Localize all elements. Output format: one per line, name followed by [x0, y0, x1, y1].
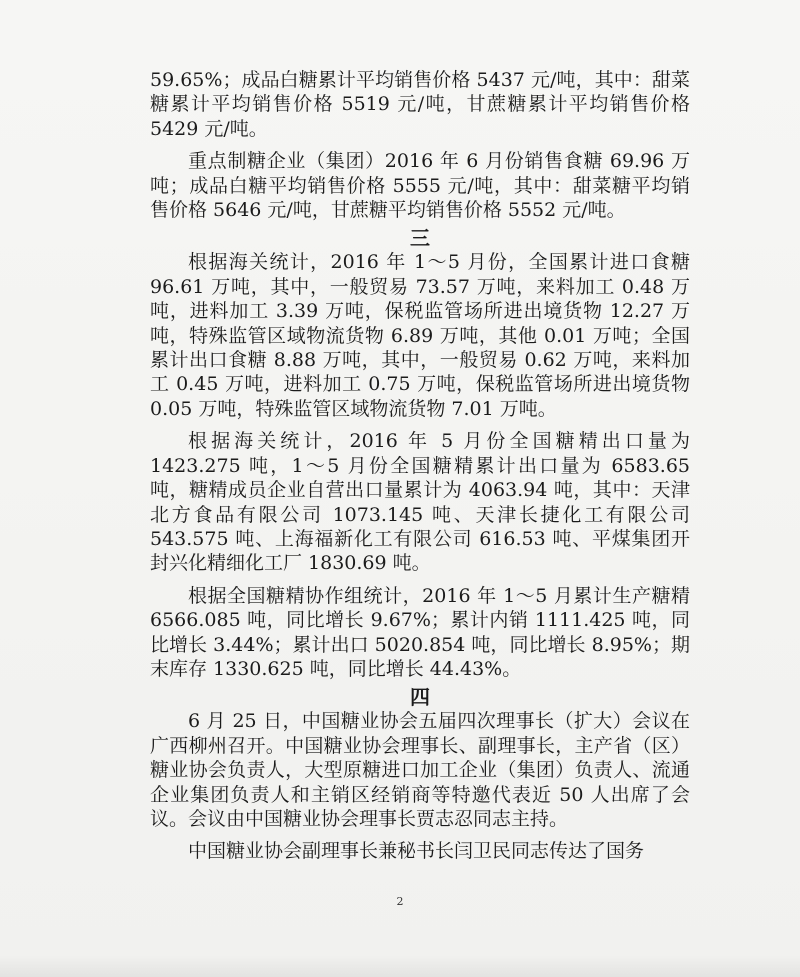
page-number: 2 [396, 895, 404, 908]
paragraph-board-meeting: 6 月 25 日，中国糖业协会五届四次理事长（扩大）会议在广西柳州召开。中国糖业协会理事长、副理事长，主产省（区）糖业协会负责人，大型原糖进口加工企业（集团）负责人、流通企业集团负责人和主销区经销商等特邀代表近 50 人出席了会议。会议由中国糖业协会理事长贾志忍同志主持。 [150, 710, 690, 830]
paragraph-continued-sales-prices: 59.65%；成品白糖累计平均销售价格 5437 元/吨，其中：甜菜糖累计平均销售价格 5519 元/吨，甘蔗糖累计平均销售价格 5429 元/吨。 [150, 69, 690, 140]
paragraph-saccharin-production-stats: 根据全国糖精协作组统计，2016 年 1～5 月累计生产糖精 6566.085 吨，同比增长 9.67%；累计内销 1111.425 吨，同比增长 3.44%；累计出口 5020.854 吨，同比增长 8.95%；期末库存 1330.625 吨，同比增长 44.43%。 [150, 584, 690, 680]
paragraph-secretary-general-remarks: 中国糖业协会副理事长兼秘书长闫卫民同志传达了国务 [188, 840, 645, 863]
section-heading-four: 四 [410, 685, 430, 710]
scan-shadow-edge [0, 955, 800, 977]
document-body [150, 68, 690, 864]
paragraph-key-enterprises-june-sales: 重点制糖企业（集团）2016 年 6 月份销售食糖 69.96 万吨；成品白糖平均销售价格 5555 元/吨，其中：甜菜糖平均销售价格 5646 元/吨，甘蔗糖平均销售价格 5552 元/吨。 [150, 150, 690, 222]
paragraph-customs-sugar-import-export: 根据海关统计，2016 年 1～5 月份，全国累计进口食糖 96.61 万吨，其中，一般贸易 73.57 万吨，来料加工 0.48 万吨，进料加工 3.39 万吨，保税监管场所进出境货物 12.27 万吨，特殊监管区域物流货物 6.89 万吨，其他 0.01 万吨；全国累计出口食糖 8.88 万吨，其中，一般贸易 0.62 万吨，来料加工 0.45 万吨，进料加工 0.75 万吨，保税监管场所进出境货物 0.05 万吨，特殊监管区域物流货物 7.01 万吨。 [150, 251, 690, 420]
paragraph-customs-saccharin-export: 根据海关统计，2016 年 5 月份全国糖精出口量为 1423.275 吨，1～5 月份全国糖精累计出口量为 6583.65 吨，糖精成员企业自营出口量累计为 4063.94 吨，其中：天津北方食品有限公司 1073.145 吨、天津长捷化工有限公司 543.575 吨、上海福新化工有限公司 616.53 吨、平煤集团开封兴化精细化工厂 1830.69 吨。 [150, 430, 690, 575]
paragraph-spacer [150, 831, 690, 839]
paragraph-spacer [150, 576, 690, 584]
section-heading-three: 三 [410, 226, 430, 251]
paragraph-spacer [150, 421, 690, 429]
paragraph-spacer [150, 141, 690, 149]
